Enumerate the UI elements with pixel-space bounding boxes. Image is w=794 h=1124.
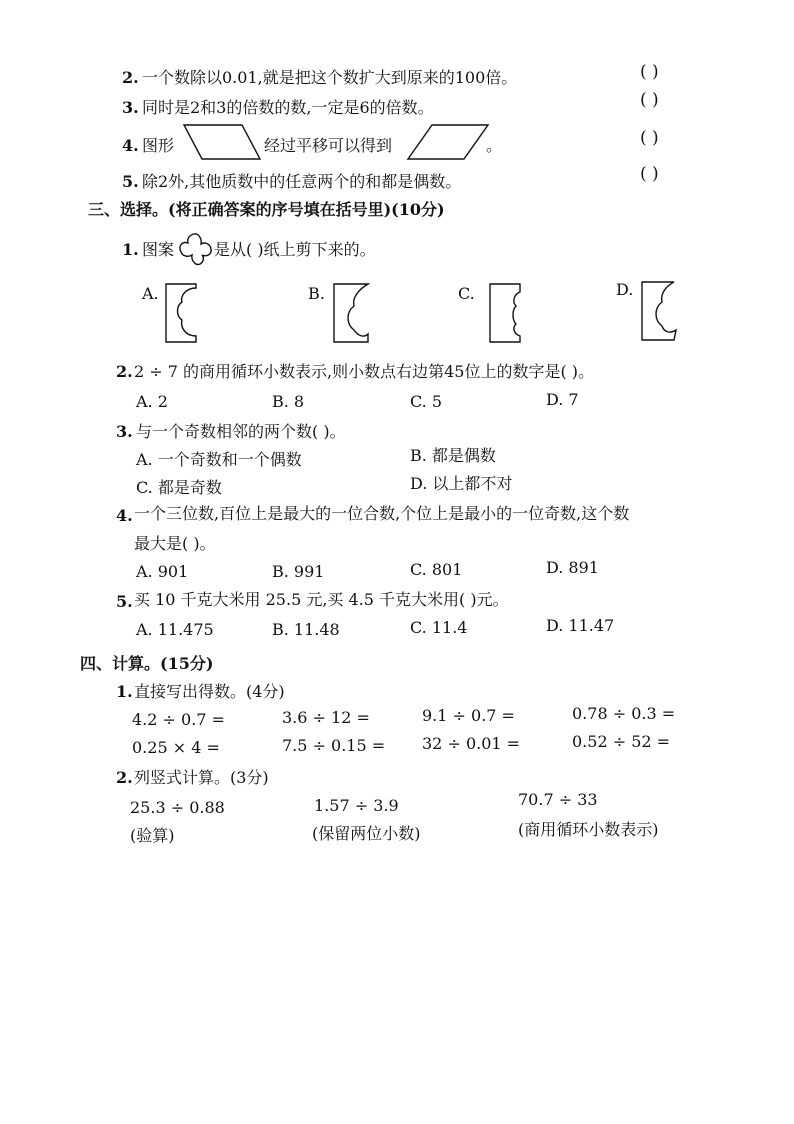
paper-option-a-icon[interactable] bbox=[162, 282, 202, 346]
vertical-calc[interactable]: 1.57 ÷ 3.9 bbox=[314, 796, 399, 815]
item-text: 同时是2和3的倍数的数,一定是6的倍数。 bbox=[142, 98, 434, 117]
parallelogram-target-icon bbox=[406, 122, 490, 162]
question-text-a: 图案 bbox=[142, 240, 175, 259]
calc-note: (保留两位小数) bbox=[312, 824, 421, 843]
question-number: 4. bbox=[116, 506, 133, 525]
question-text: 2 ÷ 7 的商用循环小数表示,则小数点右边第45位上的数字是( )。 bbox=[134, 362, 595, 381]
paper-option-c-icon[interactable] bbox=[486, 282, 526, 346]
option[interactable]: B. 991 bbox=[272, 562, 325, 581]
option[interactable]: A. 2 bbox=[136, 392, 168, 411]
oral-calc[interactable]: 4.2 ÷ 0.7 = bbox=[132, 710, 225, 729]
vertical-calc[interactable]: 25.3 ÷ 0.88 bbox=[130, 798, 225, 817]
part-number: 2. bbox=[116, 768, 133, 787]
option[interactable]: B. 都是偶数 bbox=[410, 446, 496, 465]
item-text-a: 图形 bbox=[142, 136, 175, 155]
option[interactable]: B. 11.48 bbox=[272, 620, 340, 639]
section-4-title: 四、计算。(15分) bbox=[80, 654, 214, 673]
paper-option-d-icon[interactable] bbox=[638, 280, 682, 344]
option[interactable]: A. 11.475 bbox=[136, 620, 214, 639]
question-text: 一个三位数,百位上是最大的一位合数,个位上是最小的一位奇数,这个数 bbox=[134, 504, 630, 523]
option[interactable]: D. 7 bbox=[546, 390, 579, 409]
option[interactable]: C. 801 bbox=[410, 560, 463, 579]
option-d-label: D. bbox=[616, 280, 634, 299]
option[interactable]: D. 11.47 bbox=[546, 616, 615, 635]
item-text-b: 经过平移可以得到 bbox=[264, 136, 393, 155]
oral-calc[interactable]: 7.5 ÷ 0.15 = bbox=[282, 736, 386, 755]
oral-calc[interactable]: 9.1 ÷ 0.7 = bbox=[422, 706, 515, 725]
question-number: 3. bbox=[116, 422, 133, 441]
part-title: 列竖式计算。(3分) bbox=[134, 768, 269, 787]
item-number: 3. bbox=[122, 98, 139, 117]
option[interactable]: A. 901 bbox=[136, 562, 189, 581]
parallelogram-original-icon bbox=[180, 122, 264, 162]
oral-calc[interactable]: 0.78 ÷ 0.3 = bbox=[572, 704, 676, 723]
question-text: 与一个奇数相邻的两个数( )。 bbox=[136, 422, 346, 441]
section-3-title: 三、选择。(将正确答案的序号填在括号里)(10分) bbox=[88, 200, 445, 219]
oral-calc[interactable]: 0.52 ÷ 52 = bbox=[572, 732, 671, 751]
option[interactable]: B. 8 bbox=[272, 392, 305, 411]
option[interactable]: A. 一个奇数和一个偶数 bbox=[136, 450, 302, 469]
question-text: 买 10 千克大米用 25.5 元,买 4.5 千克大米用( )元。 bbox=[134, 590, 509, 609]
question-text-b: 是从( )纸上剪下来的。 bbox=[214, 240, 376, 259]
question-number: 2. bbox=[116, 362, 133, 381]
item-text-c: 。 bbox=[486, 136, 503, 155]
option[interactable]: C. 都是奇数 bbox=[136, 478, 222, 497]
option[interactable]: D. 891 bbox=[546, 558, 599, 577]
oral-calc[interactable]: 3.6 ÷ 12 = bbox=[282, 708, 370, 727]
question-number: 5. bbox=[116, 592, 133, 611]
vertical-calc[interactable]: 70.7 ÷ 33 bbox=[518, 790, 598, 809]
answer-blank[interactable]: ( ) bbox=[640, 62, 659, 82]
answer-blank[interactable]: ( ) bbox=[640, 128, 659, 148]
part-title: 直接写出得数。(4分) bbox=[134, 682, 285, 701]
question-text-2: 最大是( )。 bbox=[134, 534, 216, 553]
option[interactable]: C. 5 bbox=[410, 392, 443, 411]
answer-blank[interactable]: ( ) bbox=[640, 164, 659, 184]
option-c-label: C. bbox=[458, 284, 475, 303]
calc-note: (验算) bbox=[130, 826, 175, 845]
question-number: 1. bbox=[122, 240, 139, 259]
option[interactable]: C. 11.4 bbox=[410, 618, 468, 637]
oral-calc[interactable]: 32 ÷ 0.01 = bbox=[422, 734, 521, 753]
item-text: 一个数除以0.01,就是把这个数扩大到原来的100倍。 bbox=[142, 68, 518, 87]
paper-option-b-icon[interactable] bbox=[330, 282, 374, 346]
item-number: 4. bbox=[122, 136, 139, 155]
part-number: 1. bbox=[116, 682, 133, 701]
item-number: 5. bbox=[122, 172, 139, 191]
item-number: 2. bbox=[122, 68, 139, 87]
option-a-label: A. bbox=[142, 284, 159, 303]
oral-calc[interactable]: 0.25 × 4 = bbox=[132, 738, 220, 757]
answer-blank[interactable]: ( ) bbox=[640, 90, 659, 110]
option-b-label: B. bbox=[308, 284, 325, 303]
item-text: 除2外,其他质数中的任意两个的和都是偶数。 bbox=[142, 172, 462, 191]
clover-pattern-icon bbox=[176, 228, 214, 268]
calc-note: (商用循环小数表示) bbox=[518, 820, 659, 839]
option[interactable]: D. 以上都不对 bbox=[410, 474, 513, 493]
